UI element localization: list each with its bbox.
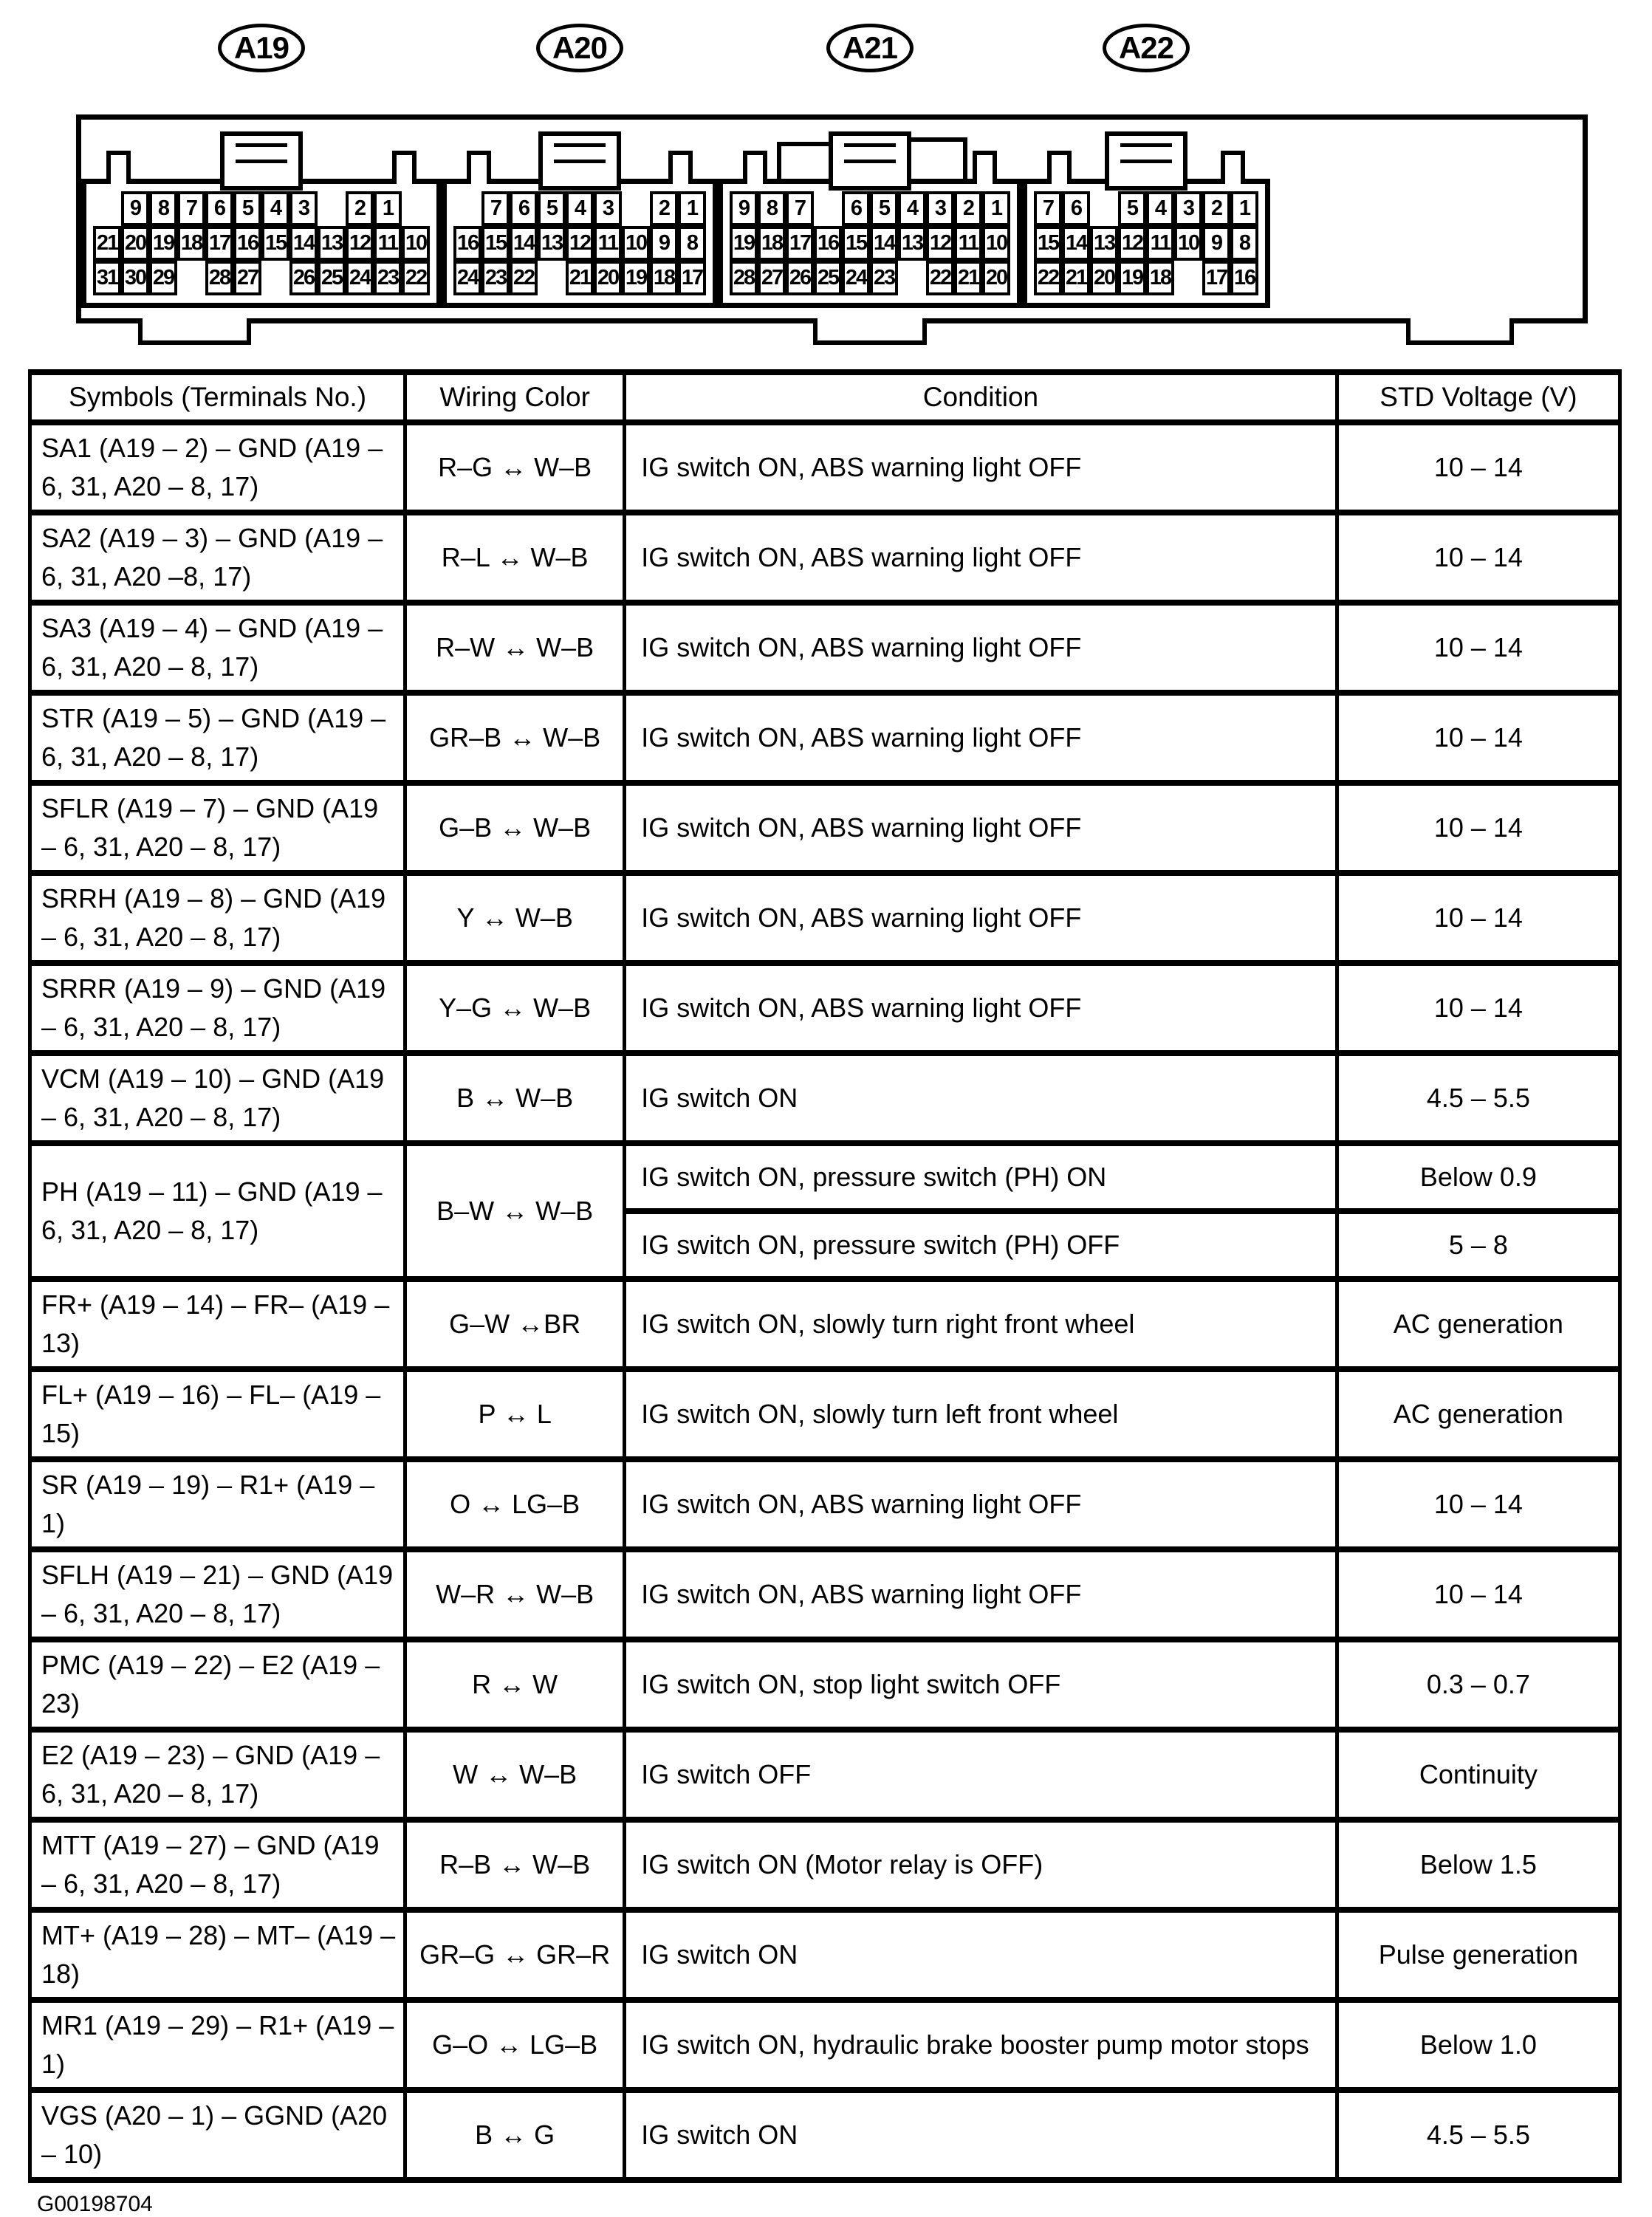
- cell-symbols: VGS (A20 – 1) – GGND (A20 – 10): [30, 2090, 405, 2180]
- pin-a20-8: 8: [678, 226, 706, 261]
- pin-a21-24: 24: [842, 261, 870, 295]
- pin-a21-7: 7: [786, 191, 814, 226]
- connector-latch-icon: [220, 131, 303, 191]
- pin-a20-5: 5: [538, 191, 566, 226]
- pin-a19-13: 13: [318, 226, 346, 261]
- cell-condition: IG switch ON, slowly turn right front wheel: [625, 1279, 1337, 1369]
- pin-a20-10: 10: [622, 226, 650, 261]
- pin-a20-16: 16: [453, 226, 481, 261]
- pin-a20-20: 20: [594, 261, 622, 295]
- connector-body: [442, 179, 718, 308]
- cell-symbols: MT+ (A19 – 28) – MT– (A19 – 18): [30, 1910, 405, 2000]
- cell-condition: IG switch ON, stop light switch OFF: [625, 1639, 1337, 1730]
- cell-condition: IG switch ON, ABS warning light OFF: [625, 513, 1337, 603]
- pin-a22-17: 17: [1202, 261, 1230, 295]
- mounting-tab-right: [1406, 318, 1514, 345]
- pin-a19-9: 9: [121, 191, 149, 226]
- pin-a20-9: 9: [650, 226, 678, 261]
- cell-std-voltage: 10 – 14: [1337, 513, 1620, 603]
- connector-ear-right-tab: [1221, 151, 1245, 184]
- cell-std-voltage: 4.5 – 5.5: [1337, 1053, 1620, 1143]
- pin-a21-12: 12: [926, 226, 954, 261]
- connector-ear-right-tab: [668, 151, 693, 184]
- pin-a19-16: 16: [233, 226, 261, 261]
- table-row: [30, 1639, 1620, 1730]
- col-header-condition: Condition: [625, 372, 1337, 422]
- pin-a20-17: 17: [678, 261, 706, 295]
- cell-condition: IG switch ON (Motor relay is OFF): [625, 1820, 1337, 1910]
- table-row: [30, 2090, 1620, 2180]
- pin-gap: [898, 261, 926, 295]
- cell-wiring-color: P ↔ L: [405, 1369, 625, 1459]
- cell-symbols: FL+ (A19 – 16) – FL– (A19 – 15): [30, 1369, 405, 1459]
- pin-a21-28: 28: [730, 261, 758, 295]
- pin-a20-19: 19: [622, 261, 650, 295]
- pin-a22-14: 14: [1062, 226, 1090, 261]
- pin-a20-1: 1: [678, 191, 706, 226]
- connector-a22: [1022, 30, 1270, 308]
- connector-a19: [81, 30, 442, 308]
- pin-a21-6: 6: [842, 191, 870, 226]
- pin-gap: [538, 261, 566, 295]
- cell-wiring-color: G–O ↔ LG–B: [405, 2000, 625, 2090]
- cell-condition: IG switch ON, ABS warning light OFF: [625, 603, 1337, 693]
- pin-a21-17: 17: [786, 226, 814, 261]
- pin-a22-8: 8: [1230, 226, 1258, 261]
- pin-a20-15: 15: [481, 226, 510, 261]
- pin-a21-25: 25: [814, 261, 842, 295]
- mounting-tab-center: [813, 318, 927, 345]
- cell-symbols: E2 (A19 – 23) – GND (A19 – 6, 31, A20 – 8, 17): [30, 1730, 405, 1820]
- cell-condition: IG switch ON, ABS warning light OFF: [625, 693, 1337, 783]
- pin-a19-30: 30: [121, 261, 149, 295]
- connector-label-a22: A22: [1103, 24, 1190, 72]
- pin-a19-11: 11: [374, 226, 402, 261]
- pin-a22-3: 3: [1174, 191, 1202, 226]
- pin-a20-7: 7: [481, 191, 510, 226]
- cell-std-voltage: Pulse generation: [1337, 1910, 1620, 2000]
- ecu-outline: [76, 30, 1588, 323]
- pin-a21-11: 11: [954, 226, 982, 261]
- pin-a22-4: 4: [1146, 191, 1174, 226]
- pin-a21-1: 1: [982, 191, 1010, 226]
- mounting-tab-left: [138, 318, 251, 345]
- cell-std-voltage: AC generation: [1337, 1279, 1620, 1369]
- pin-a22-12: 12: [1118, 226, 1146, 261]
- connector-ear-right-tab: [392, 151, 417, 184]
- pin-a19-6: 6: [205, 191, 233, 226]
- cell-std-voltage: Below 0.9: [1337, 1143, 1620, 1211]
- connector-ear-left-tab: [467, 151, 491, 184]
- pin-a19-17: 17: [205, 226, 233, 261]
- connector-ear-left-tab: [106, 151, 131, 184]
- pin-a22-21: 21: [1062, 261, 1090, 295]
- pin-a19-12: 12: [346, 226, 374, 261]
- cell-wiring-color: Y ↔ W–B: [405, 873, 625, 963]
- pin-a19-4: 4: [261, 191, 289, 226]
- pin-a21-16: 16: [814, 226, 842, 261]
- cell-condition: IG switch ON, ABS warning light OFF: [625, 963, 1337, 1053]
- pin-gap: [402, 191, 430, 226]
- table-row: [30, 963, 1620, 1053]
- connector-body: [718, 179, 1022, 308]
- cell-std-voltage: 0.3 – 0.7: [1337, 1639, 1620, 1730]
- cell-symbols: MR1 (A19 – 29) – R1+ (A19 – 1): [30, 2000, 405, 2090]
- pin-a20-4: 4: [566, 191, 594, 226]
- cell-condition: IG switch ON, ABS warning light OFF: [625, 1459, 1337, 1549]
- col-header-std-voltage: STD Voltage (V): [1337, 372, 1620, 422]
- table-row: [30, 783, 1620, 873]
- cell-symbols: SA3 (A19 – 4) – GND (A19 – 6, 31, A20 – 8, 17): [30, 603, 405, 693]
- pin-a20-18: 18: [650, 261, 678, 295]
- pin-a22-22: 22: [1034, 261, 1062, 295]
- cell-std-voltage: Below 1.0: [1337, 2000, 1620, 2090]
- pin-gap: [814, 191, 842, 226]
- cell-std-voltage: 10 – 14: [1337, 422, 1620, 513]
- pin-a19-23: 23: [374, 261, 402, 295]
- connector-label-a20: A20: [536, 24, 623, 72]
- pin-a22-1: 1: [1230, 191, 1258, 226]
- cell-wiring-color: W ↔ W–B: [405, 1730, 625, 1820]
- pin-gap: [1090, 191, 1118, 226]
- pin-a21-8: 8: [758, 191, 786, 226]
- pin-a22-10: 10: [1174, 226, 1202, 261]
- pin-a21-22: 22: [926, 261, 954, 295]
- table-row: [30, 1279, 1620, 1369]
- pin-gap: [453, 191, 481, 226]
- pin-gap: [93, 191, 121, 226]
- connector-a21: [718, 30, 1022, 308]
- pin-a20-2: 2: [650, 191, 678, 226]
- pin-a21-2: 2: [954, 191, 982, 226]
- pin-a21-26: 26: [786, 261, 814, 295]
- table-row: [30, 422, 1620, 513]
- pin-a19-18: 18: [177, 226, 205, 261]
- cell-symbols: SA1 (A19 – 2) – GND (A19 – 6, 31, A20 – 8, 17): [30, 422, 405, 513]
- table-row: [30, 1820, 1620, 1910]
- cell-std-voltage: 10 – 14: [1337, 963, 1620, 1053]
- cell-wiring-color: B ↔ G: [405, 2090, 625, 2180]
- connector-latch-icon: [829, 131, 911, 191]
- latch-clip-lines-icon: [554, 143, 606, 163]
- connector-ear-left-tab: [743, 151, 767, 184]
- cell-wiring-color: O ↔ LG–B: [405, 1459, 625, 1549]
- pin-a19-24: 24: [346, 261, 374, 295]
- pin-grid: [93, 191, 430, 295]
- cell-wiring-color: R–L ↔ W–B: [405, 513, 625, 603]
- pin-a22-5: 5: [1118, 191, 1146, 226]
- cell-condition: IG switch ON, ABS warning light OFF: [625, 1549, 1337, 1639]
- cell-wiring-color: R–W ↔ W–B: [405, 603, 625, 693]
- cell-std-voltage: 10 – 14: [1337, 783, 1620, 873]
- cell-symbols: MTT (A19 – 27) – GND (A19 – 6, 31, A20 – 8, 17): [30, 1820, 405, 1910]
- cell-std-voltage: 5 – 8: [1337, 1211, 1620, 1279]
- col-header-symbols: Symbols (Terminals No.): [30, 372, 405, 422]
- latch-clip-lines-icon: [844, 143, 896, 163]
- cell-std-voltage: 10 – 14: [1337, 873, 1620, 963]
- pin-gap: [1174, 261, 1202, 295]
- cell-std-voltage: Continuity: [1337, 1730, 1620, 1820]
- cell-condition: IG switch OFF: [625, 1730, 1337, 1820]
- connector-ear-left-tab: [1047, 151, 1072, 184]
- pin-a21-15: 15: [842, 226, 870, 261]
- voltage-table: [28, 369, 1622, 2183]
- pin-a22-2: 2: [1202, 191, 1230, 226]
- pin-gap: [261, 261, 289, 295]
- pin-a19-2: 2: [346, 191, 374, 226]
- cell-symbols: SFLH (A19 – 21) – GND (A19 – 6, 31, A20 – 8, 17): [30, 1549, 405, 1639]
- pin-a21-23: 23: [870, 261, 898, 295]
- pin-a20-6: 6: [510, 191, 538, 226]
- table-row: [30, 1549, 1620, 1639]
- table-row: [30, 513, 1620, 603]
- pin-a19-26: 26: [289, 261, 318, 295]
- pin-a19-28: 28: [205, 261, 233, 295]
- cell-symbols: FR+ (A19 – 14) – FR– (A19 – 13): [30, 1279, 405, 1369]
- pin-a21-9: 9: [730, 191, 758, 226]
- pin-gap: [177, 261, 205, 295]
- latch-clip-lines-icon: [236, 143, 287, 163]
- pin-a20-13: 13: [538, 226, 566, 261]
- table-row: [30, 603, 1620, 693]
- cell-symbols: VCM (A19 – 10) – GND (A19 – 6, 31, A20 – 8, 17): [30, 1053, 405, 1143]
- cell-condition: IG switch ON, ABS warning light OFF: [625, 783, 1337, 873]
- pin-a22-18: 18: [1146, 261, 1174, 295]
- table-header-row: [30, 372, 1620, 422]
- pin-a21-27: 27: [758, 261, 786, 295]
- connector-diagram: [76, 30, 1588, 323]
- pin-a21-13: 13: [898, 226, 926, 261]
- connector-latch-icon: [538, 131, 621, 191]
- pin-a19-22: 22: [402, 261, 430, 295]
- cell-condition: IG switch ON: [625, 1053, 1337, 1143]
- table-row: [30, 1143, 1620, 1211]
- connector-a20: [442, 30, 718, 308]
- pin-a21-3: 3: [926, 191, 954, 226]
- table-row: [30, 693, 1620, 783]
- pin-a20-14: 14: [510, 226, 538, 261]
- pin-a19-10: 10: [402, 226, 430, 261]
- cell-symbols: SR (A19 – 19) – R1+ (A19 – 1): [30, 1459, 405, 1549]
- connector-body: [1022, 179, 1270, 308]
- pin-a19-27: 27: [233, 261, 261, 295]
- connector-body: [81, 179, 442, 308]
- table-row: [30, 1369, 1620, 1459]
- cell-condition: IG switch ON, pressure switch (PH) OFF: [625, 1211, 1337, 1279]
- pin-a22-19: 19: [1118, 261, 1146, 295]
- pin-a22-9: 9: [1202, 226, 1230, 261]
- pin-a20-12: 12: [566, 226, 594, 261]
- pin-a19-20: 20: [121, 226, 149, 261]
- pin-a19-25: 25: [318, 261, 346, 295]
- pin-a22-20: 20: [1090, 261, 1118, 295]
- pin-a19-31: 31: [93, 261, 121, 295]
- table-row: [30, 1730, 1620, 1820]
- pin-a19-15: 15: [261, 226, 289, 261]
- pin-a19-19: 19: [149, 226, 177, 261]
- cell-condition: IG switch ON, hydraulic brake booster pump motor stops: [625, 2000, 1337, 2090]
- cell-wiring-color: GR–B ↔ W–B: [405, 693, 625, 783]
- latch-clip-lines-icon: [1120, 143, 1172, 163]
- table-row: [30, 1053, 1620, 1143]
- pin-a19-7: 7: [177, 191, 205, 226]
- pin-a19-29: 29: [149, 261, 177, 295]
- pin-a20-11: 11: [594, 226, 622, 261]
- cell-std-voltage: Below 1.5: [1337, 1820, 1620, 1910]
- pin-a20-22: 22: [510, 261, 538, 295]
- pin-grid: [730, 191, 1010, 295]
- pin-a19-5: 5: [233, 191, 261, 226]
- cell-std-voltage: 10 – 14: [1337, 603, 1620, 693]
- pin-a21-19: 19: [730, 226, 758, 261]
- cell-wiring-color: G–B ↔ W–B: [405, 783, 625, 873]
- cell-symbols: PH (A19 – 11) – GND (A19 – 6, 31, A20 – 8, 17): [30, 1143, 405, 1279]
- cell-symbols: PMC (A19 – 22) – E2 (A19 – 23): [30, 1639, 405, 1730]
- cell-std-voltage: 4.5 – 5.5: [1337, 2090, 1620, 2180]
- pin-gap: [318, 191, 346, 226]
- cell-std-voltage: 10 – 14: [1337, 1459, 1620, 1549]
- pin-grid: [1034, 191, 1258, 295]
- pin-a21-5: 5: [870, 191, 898, 226]
- cell-symbols: SRRH (A19 – 8) – GND (A19 – 6, 31, A20 – 8, 17): [30, 873, 405, 963]
- cell-wiring-color: B–W ↔ W–B: [405, 1143, 625, 1279]
- cell-condition: IG switch ON, slowly turn left front wheel: [625, 1369, 1337, 1459]
- cell-wiring-color: B ↔ W–B: [405, 1053, 625, 1143]
- pin-a21-14: 14: [870, 226, 898, 261]
- cell-wiring-color: GR–G ↔ GR–R: [405, 1910, 625, 2000]
- cell-condition: IG switch ON, ABS warning light OFF: [625, 422, 1337, 513]
- connector-label-a21: A21: [826, 24, 914, 72]
- pin-a22-15: 15: [1034, 226, 1062, 261]
- pin-a19-14: 14: [289, 226, 318, 261]
- cell-wiring-color: R–G ↔ W–B: [405, 422, 625, 513]
- cell-std-voltage: 10 – 14: [1337, 693, 1620, 783]
- pin-a21-18: 18: [758, 226, 786, 261]
- cell-condition: IG switch ON: [625, 2090, 1337, 2180]
- pin-a19-8: 8: [149, 191, 177, 226]
- table-row: [30, 873, 1620, 963]
- pin-a20-3: 3: [594, 191, 622, 226]
- pin-a22-16: 16: [1230, 261, 1258, 295]
- connector-ear-right-tab: [973, 151, 997, 184]
- pin-a21-21: 21: [954, 261, 982, 295]
- pin-a19-1: 1: [374, 191, 402, 226]
- voltage-table-body: [30, 422, 1620, 2180]
- cell-symbols: STR (A19 – 5) – GND (A19 – 6, 31, A20 – 8, 17): [30, 693, 405, 783]
- pin-a22-11: 11: [1146, 226, 1174, 261]
- table-row: [30, 1459, 1620, 1549]
- cell-condition: IG switch ON, pressure switch (PH) ON: [625, 1143, 1337, 1211]
- figure-code: G00198704: [37, 2192, 153, 2216]
- cell-symbols: SFLR (A19 – 7) – GND (A19 – 6, 31, A20 – 8, 17): [30, 783, 405, 873]
- pin-a21-20: 20: [982, 261, 1010, 295]
- pin-a22-7: 7: [1034, 191, 1062, 226]
- col-header-wiring-color: Wiring Color: [405, 372, 625, 422]
- pin-a19-3: 3: [289, 191, 318, 226]
- cell-wiring-color: Y–G ↔ W–B: [405, 963, 625, 1053]
- pin-grid: [453, 191, 706, 295]
- cell-wiring-color: G–W ↔BR: [405, 1279, 625, 1369]
- cell-wiring-color: R ↔ W: [405, 1639, 625, 1730]
- pin-a20-23: 23: [481, 261, 510, 295]
- pin-gap: [622, 191, 650, 226]
- cell-std-voltage: AC generation: [1337, 1369, 1620, 1459]
- table-row: [30, 2000, 1620, 2090]
- cell-condition: IG switch ON, ABS warning light OFF: [625, 873, 1337, 963]
- cell-condition: IG switch ON: [625, 1910, 1337, 2000]
- connector-label-a19: A19: [218, 24, 305, 72]
- cell-symbols: SA2 (A19 – 3) – GND (A19 – 6, 31, A20 –8, 17): [30, 513, 405, 603]
- cell-std-voltage: 10 – 14: [1337, 1549, 1620, 1639]
- pin-a19-21: 21: [93, 226, 121, 261]
- cell-symbols: SRRR (A19 – 9) – GND (A19 – 6, 31, A20 – 8, 17): [30, 963, 405, 1053]
- pin-a21-10: 10: [982, 226, 1010, 261]
- pin-a22-6: 6: [1062, 191, 1090, 226]
- connector-latch-icon: [1105, 131, 1187, 191]
- pin-a20-21: 21: [566, 261, 594, 295]
- table-row: [30, 1910, 1620, 2000]
- pin-a20-24: 24: [453, 261, 481, 295]
- cell-wiring-color: R–B ↔ W–B: [405, 1820, 625, 1910]
- pin-a21-4: 4: [898, 191, 926, 226]
- voltage-table-section: [28, 369, 1622, 2216]
- cell-wiring-color: W–R ↔ W–B: [405, 1549, 625, 1639]
- pin-a22-13: 13: [1090, 226, 1118, 261]
